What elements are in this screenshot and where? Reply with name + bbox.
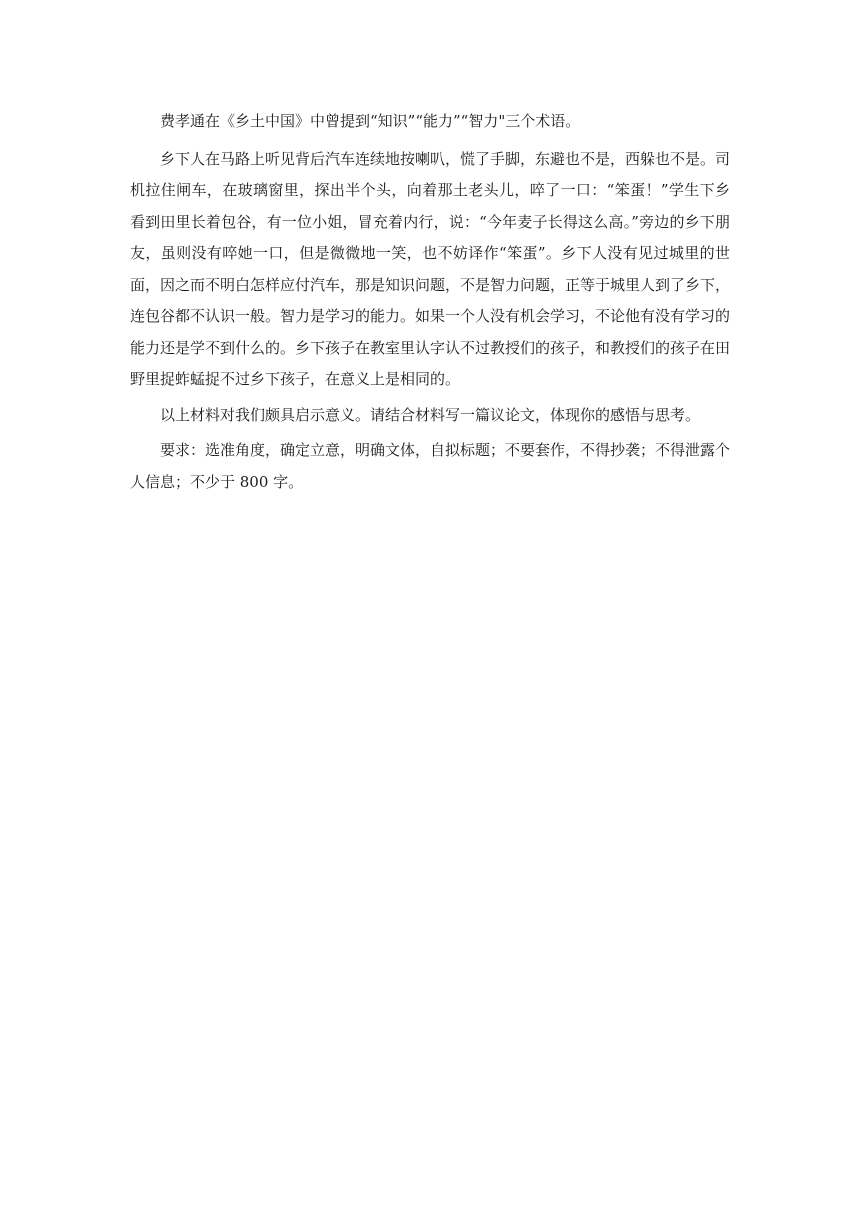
essay-prompt-text [130,106,730,498]
quoted-material-paragraph: 乡下人在马路上听见背后汽车连续地按喇叭，慌了手脚，东避也不是，西躲也不是。司机拉住闸车，在玻璃窗里，探出半个头，向着那土老头儿，啐了一口：“笨蛋！”学生下乡看到田里长着包谷，有一位小姐，冒充着内行，说：“今年麦子长得这么高。”旁边的乡下朋友，虽则没有啐她一口，但是微微地一笑，也不妨译作“笨蛋”。乡下人没有见过城里的世面，因之而不明白怎样应付汽车，那是知识问题，不是智力问题，正等于城里人到了乡下，连包谷都不认识一般。智力是学习的能力。如果一个人没有机会学习，不论他有没有学习的能力还是学不到什么的。乡下孩子在教室里认字认不过教授们的孩子，和教授们的孩子在田野里捉蚱蜢捉不过乡下孩子，在意义上是相同的。 [130,149,731,388]
task-instruction-paragraph: 以上材料对我们颇具启示意义。请结合材料写一篇议论文，体现你的感悟与思考。 [160,405,701,424]
requirements-paragraph: 要求：选准角度，确定立意，明确文体，自拟标题；不要套作，不得抄袭；不得泄露个人信息；不少于 800 字。 [130,441,731,491]
intro-paragraph: 费孝通在《乡土中国》中曾提到“知识”“能力”“智力"三个术语。 [160,112,581,130]
